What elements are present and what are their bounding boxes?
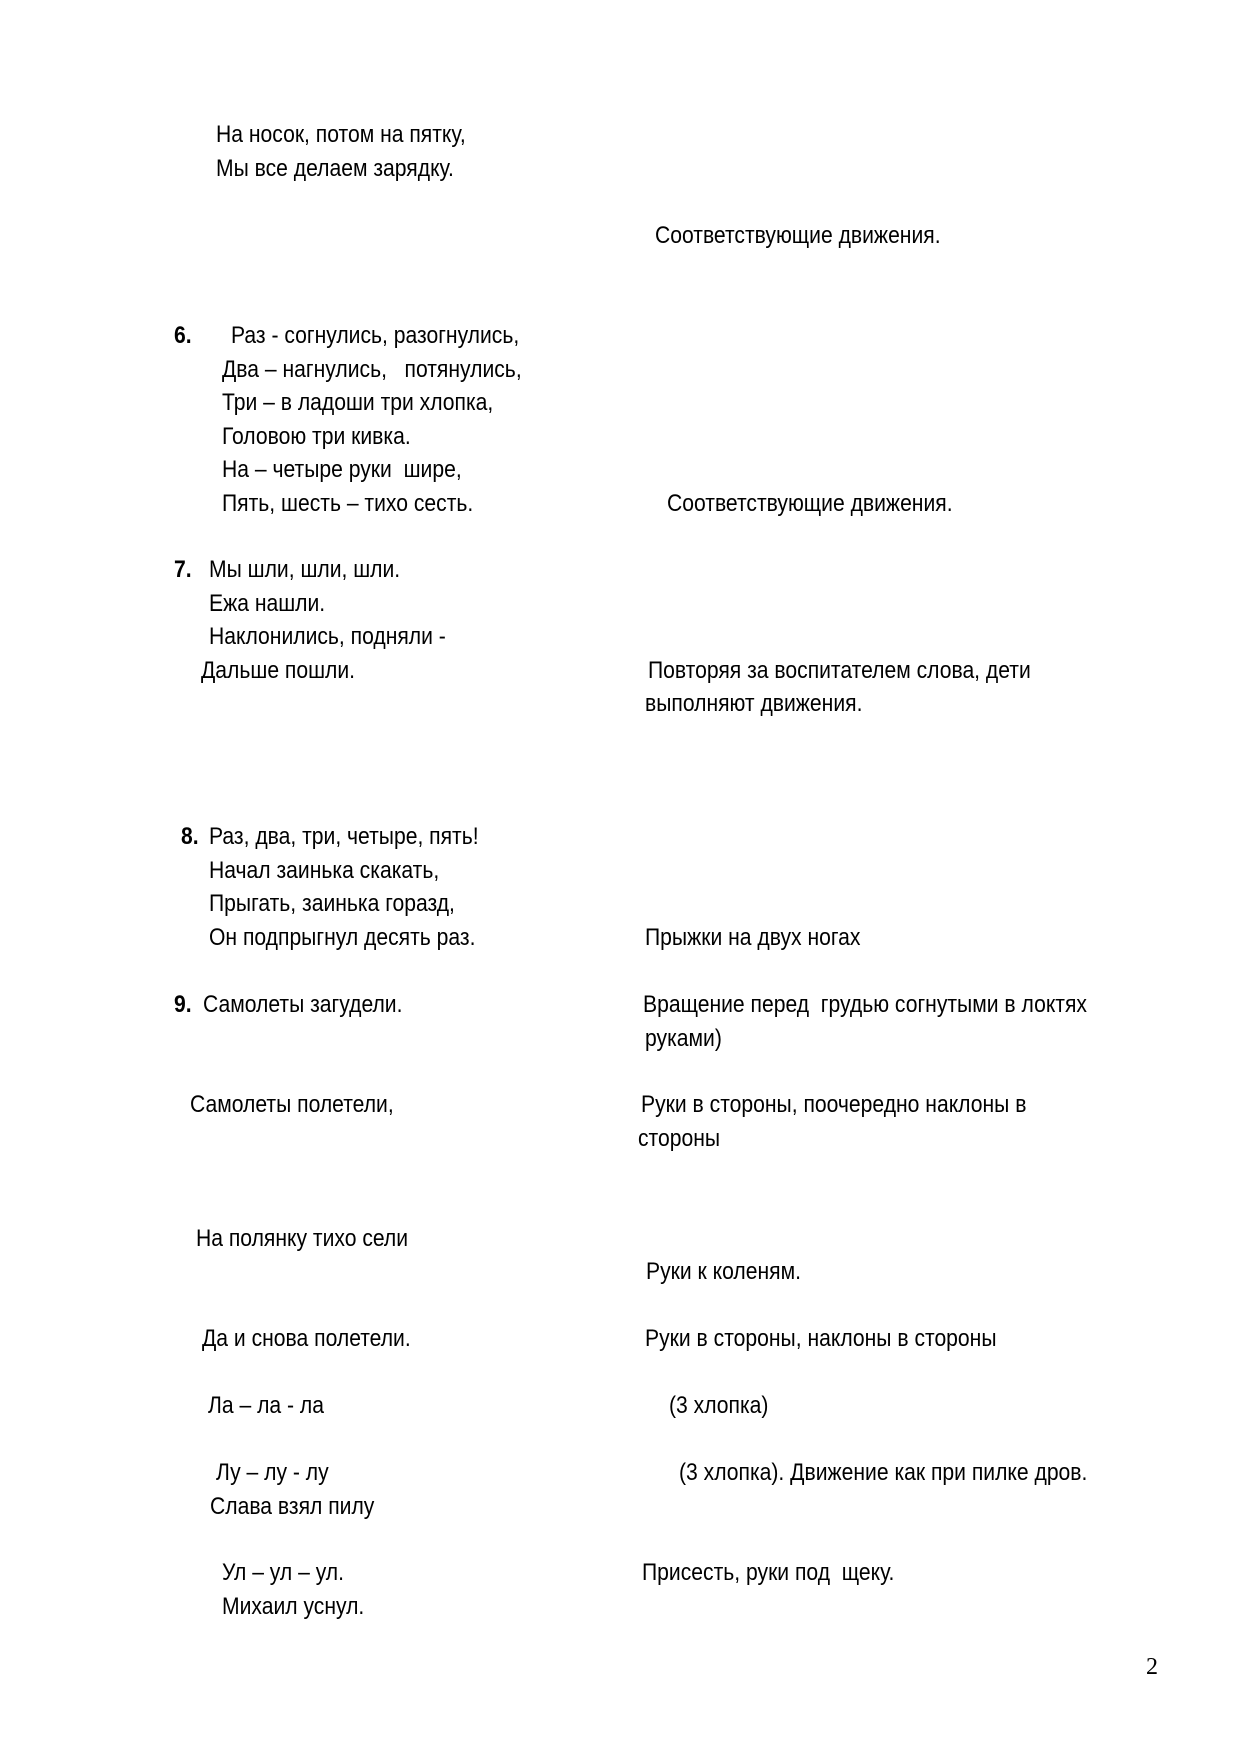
verse-line: Пять, шесть – тихо сесть. — [222, 490, 474, 517]
verse-line: Головою три кивка. — [222, 423, 411, 450]
verse-line: Мы все делаем зарядку. — [216, 155, 454, 182]
verse-line: Ул – ул – ул. — [222, 1559, 345, 1586]
item-number-7: 7. — [174, 556, 192, 583]
verse-line: Раз - согнулись, разогнулись, — [231, 322, 520, 349]
movement-description: руками) — [645, 1025, 722, 1052]
verse-line: Самолеты загудели. — [203, 991, 403, 1018]
verse-line: Слава взял пилу — [210, 1493, 375, 1520]
verse-line: Два – нагнулись, потянулись, — [222, 356, 522, 383]
verse-line: Ежа нашли. — [209, 590, 326, 617]
movement-description: стороны — [638, 1125, 721, 1152]
verse-line: Он подпрыгнул десять раз. — [209, 924, 476, 951]
verse-line: Дальше пошли. — [201, 657, 356, 684]
movement-description: Руки к коленям. — [646, 1258, 801, 1285]
movement-description: Прыжки на двух ногах — [645, 924, 861, 951]
item-number-6: 6. — [174, 322, 192, 349]
verse-line: На носок, потом на пятку, — [216, 121, 466, 148]
movement-description: (3 хлопка). Движение как при пилке дров. — [679, 1459, 1088, 1486]
movement-description: Повторяя за воспитателем слова, дети — [648, 657, 1031, 684]
verse-line: Прыгать, заинька горазд, — [209, 890, 455, 917]
movement-description: Соответствующие движения. — [655, 222, 941, 249]
verse-line: Ла – ла - ла — [208, 1392, 324, 1419]
movement-description: Руки в стороны, поочередно наклоны в — [641, 1091, 1027, 1118]
item-number-8: 8. — [181, 823, 199, 850]
movement-description: выполняют движения. — [645, 690, 863, 717]
verse-line: Раз, два, три, четыре, пять! — [209, 823, 479, 850]
verse-line: Три – в ладоши три хлопка, — [222, 389, 494, 416]
movement-description: Соответствующие движения. — [667, 490, 953, 517]
item-number-9: 9. — [174, 991, 192, 1018]
verse-line: На – четыре руки шире, — [222, 456, 462, 483]
movement-description: Руки в стороны, наклоны в стороны — [645, 1325, 997, 1352]
movement-description: Присесть, руки под щеку. — [642, 1559, 895, 1586]
verse-line: Лу – лу - лу — [216, 1459, 329, 1486]
verse-line: На полянку тихо сели — [196, 1225, 409, 1252]
page-number: 2 — [1146, 1654, 1158, 1680]
movement-description: (3 хлопка) — [669, 1392, 769, 1419]
verse-line: Да и снова полетели. — [202, 1325, 411, 1352]
verse-line: Самолеты полетели, — [190, 1091, 394, 1118]
verse-line: Начал заинька скакать, — [209, 857, 440, 884]
verse-line: Наклонились, подняли - — [209, 623, 446, 650]
verse-line: Михаил уснул. — [222, 1593, 365, 1620]
movement-description: Вращение перед грудью согнутыми в локтях — [643, 991, 1087, 1018]
verse-line: Мы шли, шли, шли. — [209, 556, 401, 583]
